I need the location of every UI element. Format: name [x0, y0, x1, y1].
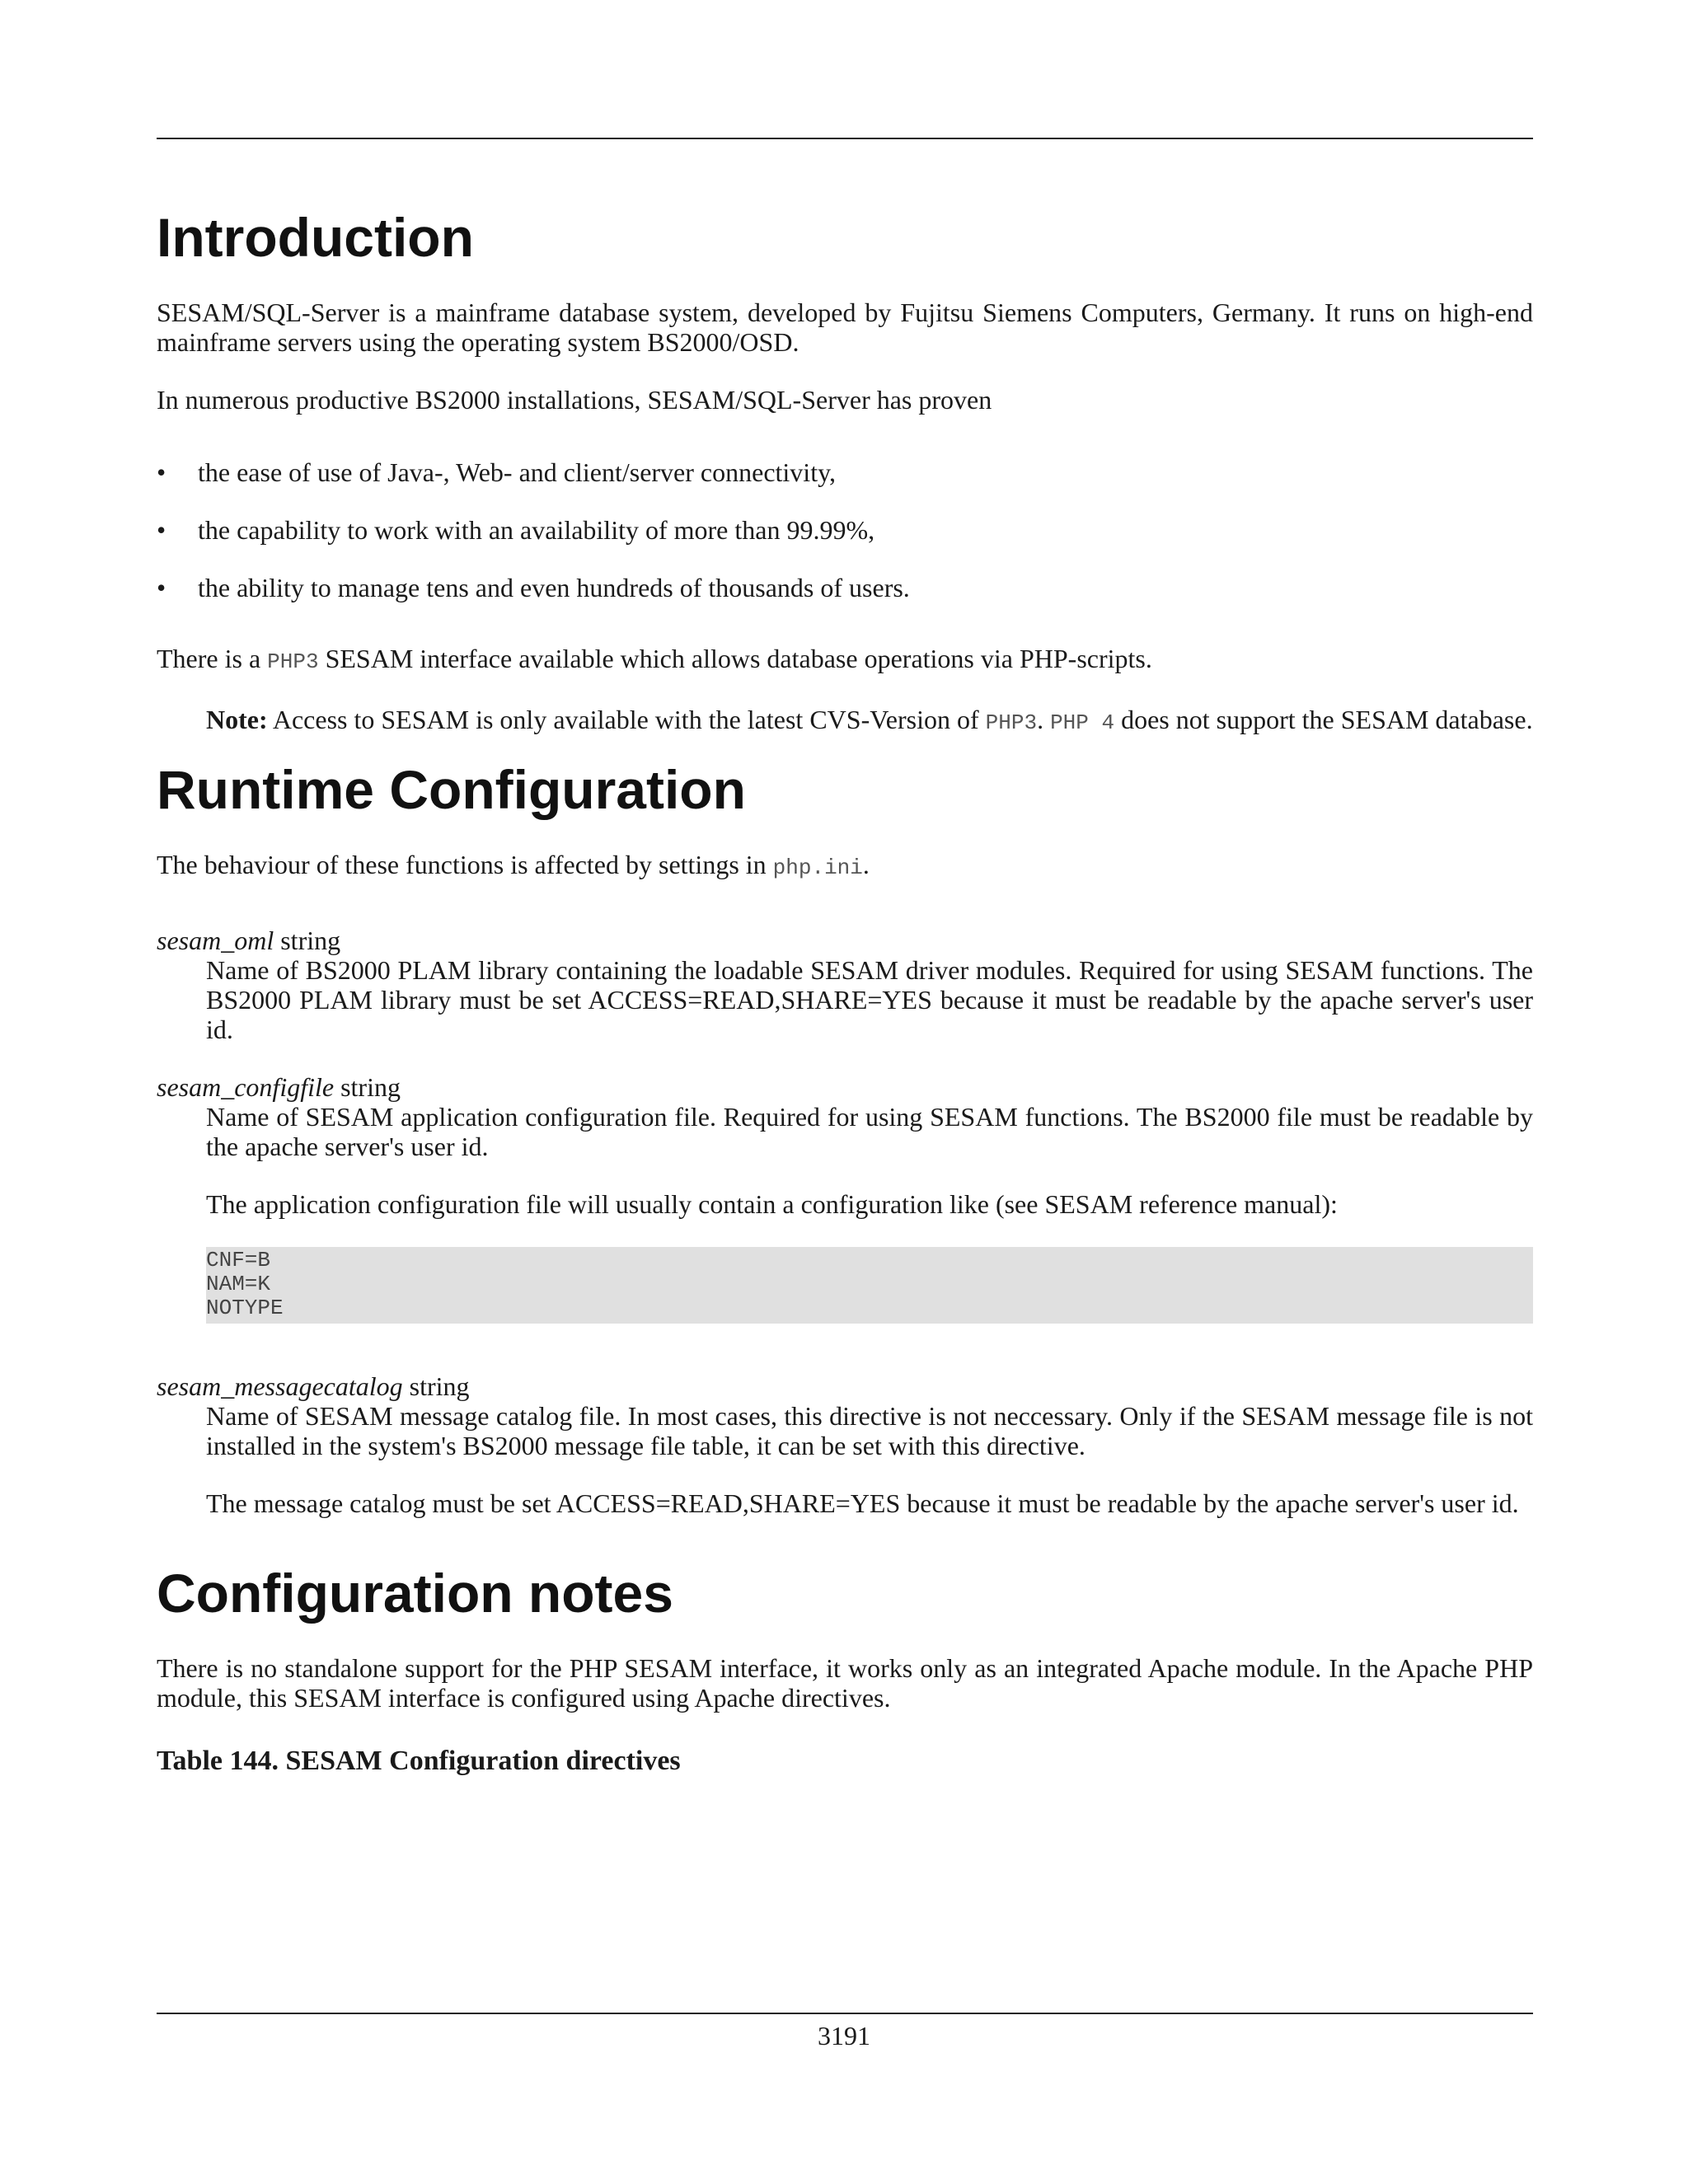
- text-span: .: [1037, 705, 1051, 734]
- list-item: [157, 515, 1533, 545]
- directive-type: string: [402, 1371, 470, 1401]
- page-number: 3191: [818, 2021, 870, 2050]
- table-caption: Table 144. SESAM Configuration directives: [157, 1746, 681, 1776]
- directive-term: [157, 1072, 1533, 1102]
- config-code-block: [206, 1247, 1533, 1324]
- list-item-text: the ability to manage tens and even hundreds of thousands of users.: [198, 573, 910, 602]
- proven-list: [157, 457, 1533, 602]
- text-span: does not support the SESAM database.: [1114, 705, 1533, 734]
- directive-name: sesam_configfile: [157, 1072, 335, 1102]
- directive-paragraph: Name of BS2000 PLAM library containing the loadable SESAM driver modules. Required for using SESAM functions. The BS2000 PLAM library must be set ACCESS=READ,SHARE=YES because it must be readable by the apache server's user id.: [206, 955, 1533, 1044]
- directive-term: [157, 926, 1533, 955]
- list-item: [157, 457, 1533, 487]
- code-line: NOTYPE: [206, 1296, 284, 1320]
- introduction-heading: Introduction: [157, 207, 474, 268]
- code-line: CNF=B: [206, 1248, 271, 1272]
- directive-name: sesam_oml: [157, 926, 274, 955]
- text-span: Access to SESAM is only available with the latest CVS-Version of: [267, 705, 986, 734]
- directive-type: string: [334, 1072, 401, 1102]
- bottom-rule: [157, 2013, 1533, 2014]
- directive-term: [157, 1371, 1533, 1401]
- runtime-paragraph: [157, 850, 1533, 883]
- directive-description: [206, 1102, 1533, 1324]
- directive-list: [157, 926, 1533, 1518]
- inline-code: PHP3: [267, 649, 319, 674]
- intro-paragraph-proven: In numerous productive BS2000 installations, SESAM/SQL-Server has proven: [157, 385, 992, 415]
- php3-interface-paragraph: [157, 644, 1533, 677]
- list-item-text: the ease of use of Java-, Web- and client/server connectivity,: [198, 457, 836, 487]
- inline-code: PHP3: [985, 710, 1038, 735]
- directive-name: sesam_messagecatalog: [157, 1371, 403, 1401]
- directive-type: string: [274, 926, 341, 955]
- bullet-icon: •: [157, 457, 166, 487]
- code-line: NAM=K: [206, 1272, 271, 1296]
- directive-description: [206, 955, 1533, 1044]
- configuration-notes-heading: Configuration notes: [157, 1563, 673, 1624]
- note-label: Note:: [206, 705, 268, 734]
- runtime-configuration-heading: Runtime Configuration: [157, 759, 746, 820]
- text-span: SESAM interface available which allows database operations via PHP-scripts.: [318, 644, 1152, 673]
- directive-paragraph: Name of SESAM application configuration file. Required for using SESAM functions. The BS2000 file must be readable by the apache server's user id.: [206, 1102, 1533, 1161]
- configuration-notes-paragraph: There is no standalone support for the PHP SESAM interface, it works only as an integrated Apache module. In the Apache PHP module, this SESAM interface is configured using Apache directives.: [157, 1653, 1533, 1713]
- directive-paragraph: Name of SESAM message catalog file. In most cases, this directive is not neccessary. Only if the SESAM message file is not installed in the system's BS2000 message file table, it can be set with this directive.: [206, 1401, 1533, 1460]
- text-span: .: [862, 850, 870, 879]
- inline-code: php.ini: [772, 855, 863, 880]
- text-span: The behaviour of these functions is affected by settings in: [157, 850, 773, 879]
- top-rule: [157, 138, 1533, 139]
- page-content: [157, 207, 1533, 1777]
- bullet-icon: •: [157, 573, 166, 602]
- inline-code: PHP 4: [1050, 710, 1115, 735]
- list-item-text: the capability to work with an availability of more than 99.99%,: [198, 515, 875, 545]
- note-block: [206, 705, 1533, 738]
- list-item: [157, 573, 1533, 602]
- intro-paragraph: SESAM/SQL-Server is a mainframe database system, developed by Fujitsu Siemens Computers, Germany. It runs on high-end mainframe servers using the operating system BS2000/OSD.: [157, 298, 1533, 357]
- directive-description: [206, 1401, 1533, 1518]
- directive-paragraph: The application configuration file will usually contain a configuration like (see SESAM reference manual):: [206, 1189, 1338, 1219]
- directive-paragraph: The message catalog must be set ACCESS=READ,SHARE=YES because it must be readable by the apache server's user id.: [206, 1488, 1519, 1518]
- text-span: There is a: [157, 644, 268, 673]
- bullet-icon: •: [157, 515, 166, 545]
